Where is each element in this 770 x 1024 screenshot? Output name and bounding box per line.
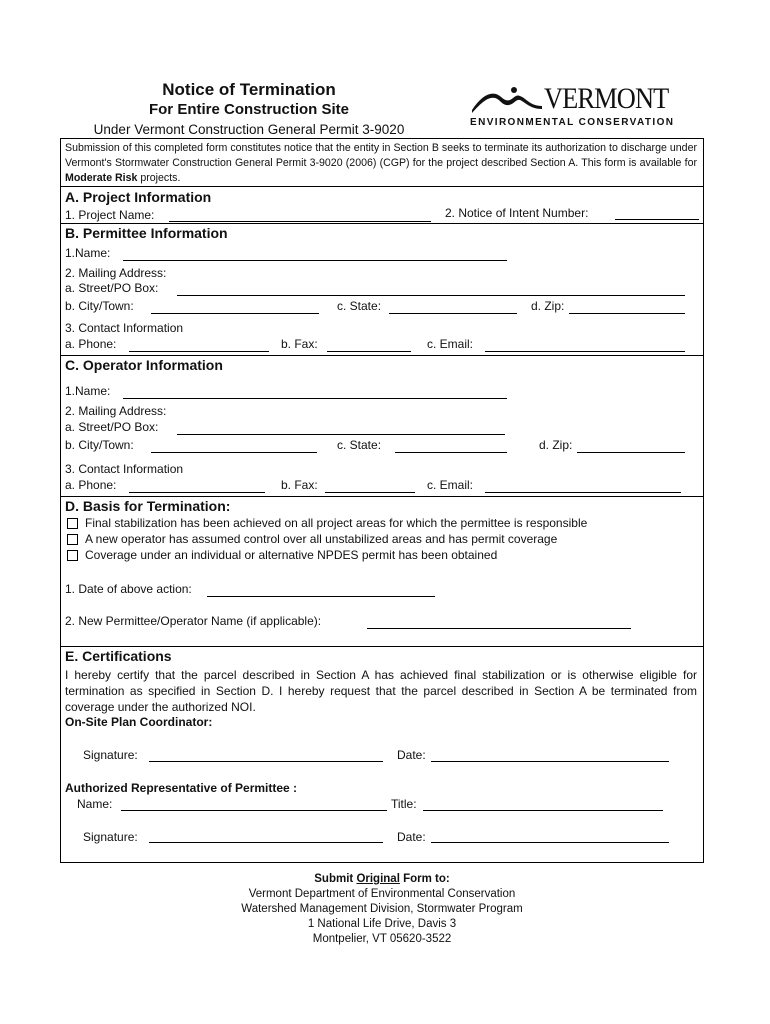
operator-state-field[interactable] <box>395 452 507 453</box>
action-date-field[interactable] <box>207 596 435 597</box>
form-title: Notice of Termination <box>162 80 336 99</box>
operator-fax-field[interactable] <box>325 492 415 493</box>
permittee-email-label: c. Email: <box>427 337 474 351</box>
new-name-label: 2. New Permittee/Operator Name (if applicable): <box>65 614 322 628</box>
basis-checkbox-3[interactable] <box>67 550 78 561</box>
permittee-street-field[interactable] <box>177 295 685 296</box>
submit-instruction: Submit Original Form to: <box>314 873 450 885</box>
permittee-phone-label: a. Phone: <box>65 337 117 351</box>
operator-name-label: 1.Name: <box>65 384 111 398</box>
permittee-fax-field[interactable] <box>327 351 411 352</box>
operator-email-field[interactable] <box>485 492 681 493</box>
basis-option-3: Coverage under an individual or alternative NPDES permit has been obtained <box>85 548 498 562</box>
section-a <box>60 186 704 224</box>
section-b <box>60 223 704 356</box>
form-subtitle: For Entire Construction Site <box>148 101 349 118</box>
operator-state-label: c. State: <box>337 438 382 452</box>
rep-signature-field[interactable] <box>149 842 383 843</box>
coordinator-signature-label: Signature: <box>83 748 138 762</box>
operator-phone-label: a. Phone: <box>65 478 117 492</box>
rep-heading: Authorized Representative of Permittee : <box>65 781 298 795</box>
operator-city-label: b. City/Town: <box>65 438 134 452</box>
basis-checkbox-1[interactable] <box>67 518 78 529</box>
vermont-dec-logo <box>470 82 680 130</box>
basis-checkbox-2[interactable] <box>67 534 78 545</box>
rep-name-field[interactable] <box>121 810 387 811</box>
permit-reference: Under Vermont Construction General Permit 3-9020 <box>93 122 405 137</box>
section-c-heading: C. Operator Information <box>65 357 223 373</box>
permittee-state-label: c. State: <box>337 299 382 313</box>
operator-zip-label: d. Zip: <box>539 438 573 452</box>
permittee-zip-field[interactable] <box>569 313 685 314</box>
rep-date-field[interactable] <box>431 842 669 843</box>
logo-agency: ENVIRONMENTAL CONSERVATION <box>470 117 675 128</box>
operator-phone-field[interactable] <box>129 492 265 493</box>
intro-box <box>60 138 704 187</box>
certification-text: I hereby certify that the parcel described in Section A has achieved final stabilization or is otherwise eligible for termination as specified in Section D. I hereby request that the parcel described in Section A be terminated from coverage under the authorized NOI. <box>65 668 697 714</box>
logo-wordmark: VERMONT <box>544 82 669 115</box>
permittee-city-field[interactable] <box>151 313 319 314</box>
address-line: Watershed Management Division, Stormwater Program <box>241 903 523 915</box>
submission-address <box>60 872 704 947</box>
operator-contact-label: 3. Contact Information <box>65 462 184 476</box>
section-d <box>60 496 704 647</box>
noi-number-field[interactable] <box>615 219 699 220</box>
rep-date-label: Date: <box>397 830 426 844</box>
coordinator-date-field[interactable] <box>431 761 669 762</box>
new-name-field[interactable] <box>367 628 631 629</box>
permittee-mailing-label: 2. Mailing Address: <box>65 266 167 280</box>
address-line: 1 National Life Drive, Davis 3 <box>307 918 457 930</box>
rep-name-label: Name: <box>77 797 113 811</box>
permittee-state-field[interactable] <box>389 313 517 314</box>
permittee-contact-label: 3. Contact Information <box>65 321 184 335</box>
mountain-logo-icon <box>470 84 550 118</box>
permittee-zip-label: d. Zip: <box>531 299 565 313</box>
basis-option-2: A new operator has assumed control over all unstabilized areas and has permit coverage <box>85 532 558 546</box>
permittee-city-label: b. City/Town: <box>65 299 134 313</box>
address-line: Vermont Department of Environmental Conservation <box>248 888 516 900</box>
address-line: Montpelier, VT 05620-3522 <box>312 933 452 945</box>
basis-option-1: Final stabilization has been achieved on all project areas for which the permittee is responsible <box>85 516 588 530</box>
section-b-heading: B. Permittee Information <box>65 225 228 241</box>
section-a-heading: A. Project Information <box>65 189 212 205</box>
operator-email-label: c. Email: <box>427 478 474 492</box>
operator-fax-label: b. Fax: <box>281 478 318 492</box>
action-date-label: 1. Date of above action: <box>65 582 192 596</box>
section-e <box>60 646 704 863</box>
rep-title-field[interactable] <box>423 810 663 811</box>
permittee-email-field[interactable] <box>485 351 685 352</box>
permittee-name-field[interactable] <box>123 260 507 261</box>
coordinator-signature-field[interactable] <box>149 761 383 762</box>
intro-text: Submission of this completed form constitutes notice that the entity in Section B seeks to terminate its authorization to discharge under Vermont's Stormwater Construction General Permit 3-9020 (2006) (CGP) for the project described Section A. This form is available for Moderate Risk projects. <box>65 142 697 184</box>
permittee-fax-label: b. Fax: <box>281 337 318 351</box>
operator-mailing-label: 2. Mailing Address: <box>65 404 167 418</box>
rep-title-label: Title: <box>391 797 417 811</box>
operator-street-field[interactable] <box>177 434 505 435</box>
project-name-label: 1. Project Name: <box>65 208 155 222</box>
coordinator-heading: On-Site Plan Coordinator: <box>65 715 213 729</box>
project-name-field[interactable] <box>169 221 431 222</box>
noi-number-label: 2. Notice of Intent Number: <box>445 206 589 220</box>
permittee-phone-field[interactable] <box>129 351 269 352</box>
operator-street-label: a. Street/PO Box: <box>65 420 159 434</box>
rep-signature-label: Signature: <box>83 830 138 844</box>
coordinator-date-label: Date: <box>397 748 426 762</box>
permittee-street-label: a. Street/PO Box: <box>65 281 159 295</box>
permittee-name-label: 1.Name: <box>65 246 111 260</box>
section-d-heading: D. Basis for Termination: <box>65 498 231 514</box>
operator-city-field[interactable] <box>151 452 317 453</box>
section-e-heading: E. Certifications <box>65 648 172 664</box>
section-c <box>60 355 704 497</box>
operator-zip-field[interactable] <box>577 452 685 453</box>
operator-name-field[interactable] <box>123 398 507 399</box>
